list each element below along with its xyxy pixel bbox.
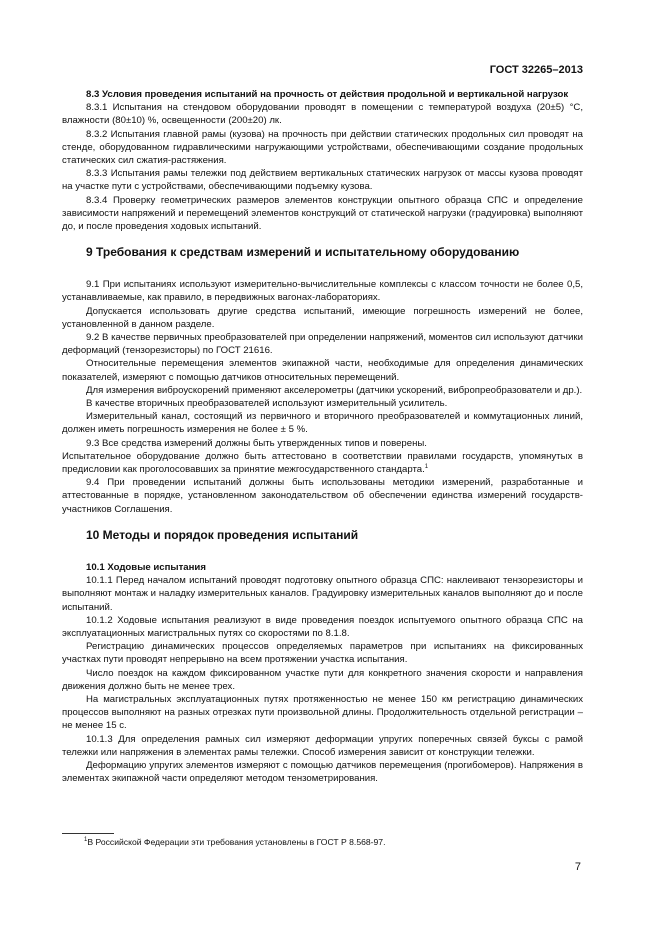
section-heading-9: 9 Требования к средствам измерений и испытательному оборудованию	[86, 245, 520, 260]
paragraph-8-3-4: 8.3.4 Проверку геометрических размеров элементов конструкции опытного образца СПС и определение зависимости напряжений и перемещений элементов конструкций от статической нагрузки (градуировка) выполняют до, и после проведения ходовых испытаний.	[62, 194, 583, 233]
paragraph-9-4: 9.4 При проведении испытаний должны быть использованы методики измерений, разработанные и аттестованные в порядке, установленном законодательством об обеспечении единства измерений государств-участников Соглашения.	[62, 477, 583, 515]
paragraph-10-1-1: 10.1.1 Перед началом испытаний проводят подготовку опытного образца СПС: наклеивают тензорезисторы и выполняют монтаж и наладку измерительных каналов. Градуировку измерительных каналов выполняют до и после испытаний.	[62, 575, 583, 613]
footnote-text: В Российской Федерации эти требования установлены в ГОСТ Р 8.568-97.	[87, 837, 386, 847]
paragraph-10-1-2-d: На магистральных эксплуатационных путях протяженностью не менее 150 км регистрацию динамических процессов выполняют на разных отрезках пути произвольной длины. Продолжительность отдельной регистрации – не менее 15 с.	[62, 693, 583, 732]
document-id: ГОСТ 32265–2013	[489, 64, 583, 76]
subsection-heading-8-3: 8.3 Условия проведения испытаний на прочность от действия продольной и вертикальной нагрузок	[86, 89, 569, 100]
paragraph-10-1-2-c: Число поездок на каждом фиксированном участке пути для конкретного значения скорости и направления движения должно быть не менее трех.	[62, 667, 583, 692]
paragraph-9-1-b: Допускается использовать другие средства испытаний, имеющие погрешность измерений не более, установленной в данном разделе.	[62, 305, 583, 330]
paragraph-10-1-3-b: Деформацию упругих элементов измеряют с помощью датчиков перемещения (прогибомеров). Напряжения в элементах экипажной части определяют методом тензометрирования.	[62, 759, 583, 785]
paragraph-8-3-1: 8.3.1 Испытания на стендовом оборудовании проводят в помещении с температурой воздуха (20±5) °С, влажности (80±10) %, освещенности (200±20) лк.	[62, 102, 583, 127]
footnote-reference: 1	[424, 463, 429, 470]
footnote-mark: 1	[84, 837, 88, 844]
paragraph-9-1: 9.1 При испытаниях используют измерительно-вычислительные комплексы с классом точности не более 0,5, устанавливаемые, как правило, в передвижных вагонах-лабораториях.	[62, 279, 583, 304]
paragraph-8-3-3: 8.3.3 Испытания рамы тележки под действием вертикальных статических нагрузок от массы кузова проводят на участке пути с устройствами, обеспечивающими подъемку кузова.	[62, 168, 583, 193]
paragraph-8-3-2: 8.3.2 Испытания главной рамы (кузова) на прочность при действии статических продольных сил проводят на стенде, оборудованном гидравлическими нагружающими устройствами, обеспечивающими создание продольных статических сил сжатия-растяжения.	[62, 128, 583, 167]
subsection-heading-10-1: 10.1 Ходовые испытания	[86, 561, 206, 573]
section-heading-10: 10 Методы и порядок проведения испытаний	[86, 527, 359, 542]
footnote	[84, 837, 385, 847]
paragraph-9-2-b: Относительные перемещения элементов экипажной части, необходимые для определения динамических показателей, измеряют с помощью датчиков относительных перемещений.	[62, 358, 583, 383]
paragraph-9-3: 9.3 Все средства измерений должны быть утвержденных типов и поверены.	[86, 437, 427, 449]
paragraph-9-2-c: Для измерения виброускорений применяют акселерометры (датчики ускорений, вибропреобразователи и др.).	[86, 384, 583, 396]
page-number: 7	[574, 861, 581, 873]
paragraph-10-1-3: 10.1.3 Для определения рамных сил измеряют деформации упругих поперечных связей буксы с рамой тележки или напряжения в элементах рамы тележки. Способ измерения зависит от конструкции тележки.	[62, 733, 583, 758]
page-content	[62, 88, 583, 785]
footnote-divider	[62, 833, 114, 834]
paragraph-9-2: 9.2 В качестве первичных преобразователей при определении напряжений, моментов сил используют датчики деформаций (тензорезисторы) по ГОСТ 21616.	[62, 332, 583, 357]
paragraph-9-3-b	[62, 450, 583, 476]
paragraph-9-2-e: Измерительный канал, состоящий из первичного и вторичного преобразователей и коммутационных линий, должен иметь погрешность измерения не более ± 5 %.	[62, 411, 583, 436]
paragraph-10-1-2: 10.1.2 Ходовые испытания реализуют в виде проведения поездок испытуемого опытного образца СПС на эксплуатационных магистральных путях со скоростями по 8.1.8.	[62, 614, 583, 639]
paragraph-9-2-d: В качестве вторичных преобразователей используют измерительный усилитель.	[86, 398, 448, 410]
paragraph-9-3-b-text: Испытательное оборудование должно быть аттестовано в соответствии правилами государств, упомянутых в предисловии как проголосовавших за принятие межгосударственного стандарта.	[62, 450, 583, 476]
paragraph-10-1-2-b: Регистрацию динамических процессов определяемых параметров при испытаниях на фиксированных участках пути проводят непрерывно на всем протяжении участка испытания.	[62, 641, 583, 666]
